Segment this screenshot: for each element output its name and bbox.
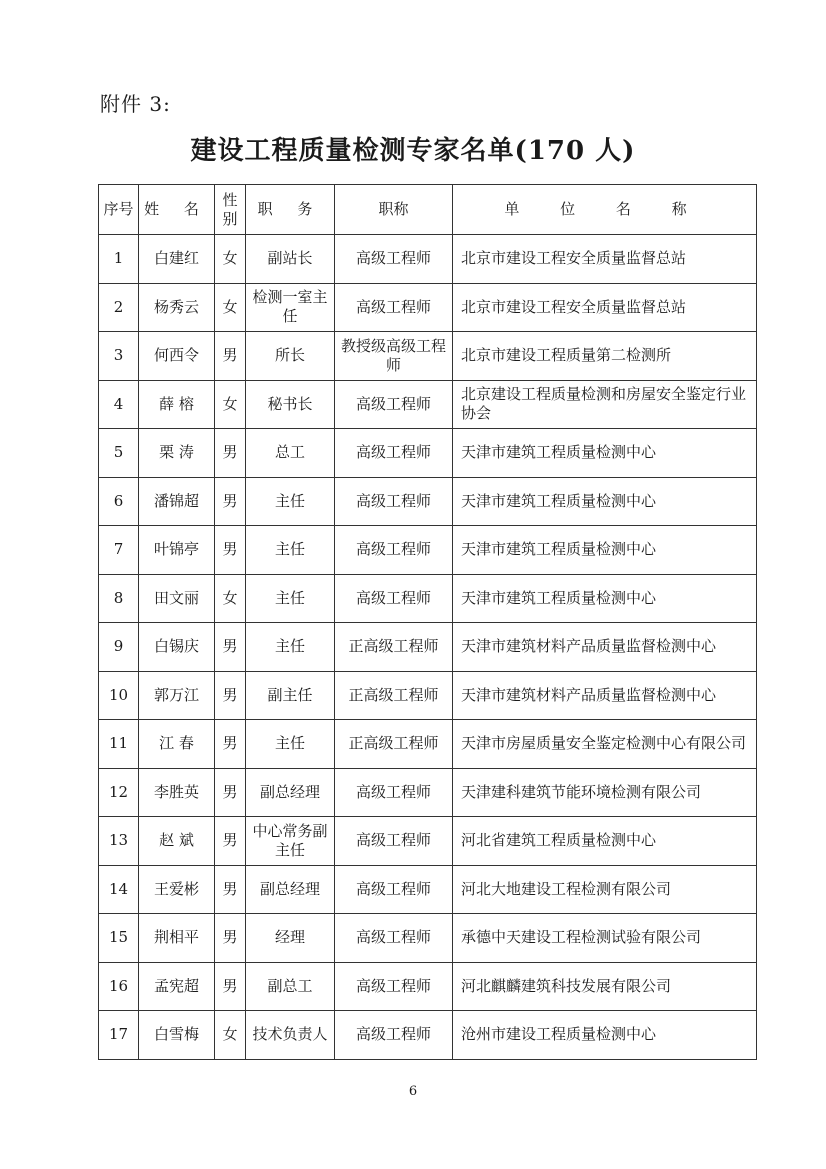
cell-title: 正高级工程师: [335, 623, 453, 672]
cell-no: 9: [99, 623, 139, 672]
header-no: 序号: [99, 185, 139, 235]
cell-title: 高级工程师: [335, 429, 453, 478]
cell-title: 高级工程师: [335, 283, 453, 332]
cell-no: 5: [99, 429, 139, 478]
table-row: [99, 623, 757, 672]
table-row: [99, 574, 757, 623]
cell-duty: 所长: [246, 332, 335, 381]
cell-name: 白雪梅: [139, 1011, 215, 1060]
cell-name: 田文丽: [139, 574, 215, 623]
cell-gender: 男: [215, 623, 246, 672]
table-row: [99, 235, 757, 284]
cell-duty: 检测一室主任: [246, 283, 335, 332]
cell-duty: 副总经理: [246, 768, 335, 817]
cell-unit: 天津市建筑材料产品质量监督检测中心: [453, 671, 757, 720]
cell-title: 高级工程师: [335, 526, 453, 575]
cell-gender: 男: [215, 671, 246, 720]
table-row: [99, 429, 757, 478]
cell-gender: 男: [215, 429, 246, 478]
table-row: [99, 526, 757, 575]
cell-duty: 总工: [246, 429, 335, 478]
cell-unit: 河北省建筑工程质量检测中心: [453, 817, 757, 866]
cell-title: 正高级工程师: [335, 671, 453, 720]
cell-duty: 技术负责人: [246, 1011, 335, 1060]
header-unit: 单 位 名 称: [453, 185, 757, 235]
document-title: 建设工程质量检测专家名单(170 人): [190, 136, 636, 166]
cell-unit: 沧州市建设工程质量检测中心: [453, 1011, 757, 1060]
cell-name: 杨秀云: [139, 283, 215, 332]
cell-title: 高级工程师: [335, 865, 453, 914]
cell-name: 叶锦亭: [139, 526, 215, 575]
cell-duty: 主任: [246, 477, 335, 526]
cell-gender: 男: [215, 720, 246, 769]
table-row: [99, 671, 757, 720]
cell-duty: 主任: [246, 720, 335, 769]
cell-name: 白建红: [139, 235, 215, 284]
cell-unit: 天津市房屋质量安全鉴定检测中心有限公司: [453, 720, 757, 769]
cell-name: 薛 榕: [139, 380, 215, 429]
cell-title: 高级工程师: [335, 817, 453, 866]
cell-name: 白锡庆: [139, 623, 215, 672]
cell-no: 2: [99, 283, 139, 332]
cell-gender: 男: [215, 477, 246, 526]
cell-gender: 男: [215, 914, 246, 963]
cell-no: 10: [99, 671, 139, 720]
cell-duty: 经理: [246, 914, 335, 963]
cell-duty: 中心常务副主任: [246, 817, 335, 866]
cell-name: 李胜英: [139, 768, 215, 817]
cell-name: 何西令: [139, 332, 215, 381]
cell-no: 14: [99, 865, 139, 914]
cell-title: 高级工程师: [335, 962, 453, 1011]
cell-title: 高级工程师: [335, 574, 453, 623]
cell-unit: 天津市建筑工程质量检测中心: [453, 477, 757, 526]
cell-gender: 男: [215, 962, 246, 1011]
cell-unit: 北京建设工程质量检测和房屋安全鉴定行业协会: [453, 380, 757, 429]
cell-unit: 天津建科建筑节能环境检测有限公司: [453, 768, 757, 817]
cell-title: 高级工程师: [335, 380, 453, 429]
cell-name: 赵 斌: [139, 817, 215, 866]
cell-gender: 男: [215, 526, 246, 575]
page-number: 6: [408, 1084, 418, 1099]
cell-unit: 承德中天建设工程检测试验有限公司: [453, 914, 757, 963]
cell-unit: 河北大地建设工程检测有限公司: [453, 865, 757, 914]
cell-gender: 男: [215, 817, 246, 866]
cell-duty: 副总经理: [246, 865, 335, 914]
cell-no: 16: [99, 962, 139, 1011]
cell-duty: 副总工: [246, 962, 335, 1011]
table-row: [99, 720, 757, 769]
cell-no: 6: [99, 477, 139, 526]
cell-duty: 副主任: [246, 671, 335, 720]
cell-name: 王爱彬: [139, 865, 215, 914]
cell-duty: 副站长: [246, 235, 335, 284]
cell-duty: 主任: [246, 526, 335, 575]
header-name: 姓 名: [139, 185, 215, 235]
cell-title: 高级工程师: [335, 914, 453, 963]
table-header-row: [99, 185, 757, 235]
cell-no: 17: [99, 1011, 139, 1060]
cell-gender: 男: [215, 768, 246, 817]
cell-no: 7: [99, 526, 139, 575]
cell-gender: 男: [215, 865, 246, 914]
expert-roster-table: [98, 184, 757, 1060]
table-body: [99, 235, 757, 1060]
cell-name: 荆相平: [139, 914, 215, 963]
table-row: [99, 283, 757, 332]
table-row: [99, 380, 757, 429]
cell-no: 11: [99, 720, 139, 769]
cell-unit: 天津市建筑工程质量检测中心: [453, 574, 757, 623]
cell-name: 郭万江: [139, 671, 215, 720]
cell-title: 正高级工程师: [335, 720, 453, 769]
cell-title: 高级工程师: [335, 1011, 453, 1060]
cell-unit: 北京市建设工程质量第二检测所: [453, 332, 757, 381]
cell-title: 教授级高级工程师: [335, 332, 453, 381]
cell-gender: 女: [215, 380, 246, 429]
table-row: [99, 768, 757, 817]
cell-duty: 主任: [246, 574, 335, 623]
cell-no: 1: [99, 235, 139, 284]
table-row: [99, 962, 757, 1011]
cell-no: 12: [99, 768, 139, 817]
cell-gender: 女: [215, 574, 246, 623]
cell-duty: 主任: [246, 623, 335, 672]
cell-no: 15: [99, 914, 139, 963]
table-row: [99, 332, 757, 381]
cell-title: 高级工程师: [335, 477, 453, 526]
table-row: [99, 914, 757, 963]
header-duty: 职 务: [246, 185, 335, 235]
cell-unit: 北京市建设工程安全质量监督总站: [453, 283, 757, 332]
cell-name: 孟宪超: [139, 962, 215, 1011]
cell-duty: 秘书长: [246, 380, 335, 429]
cell-name: 潘锦超: [139, 477, 215, 526]
cell-unit: 河北麒麟建筑科技发展有限公司: [453, 962, 757, 1011]
cell-title: 高级工程师: [335, 235, 453, 284]
cell-name: 栗 涛: [139, 429, 215, 478]
table-row: [99, 817, 757, 866]
cell-title: 高级工程师: [335, 768, 453, 817]
cell-gender: 女: [215, 1011, 246, 1060]
cell-gender: 女: [215, 235, 246, 284]
table-row: [99, 865, 757, 914]
cell-gender: 女: [215, 283, 246, 332]
cell-no: 3: [99, 332, 139, 381]
cell-unit: 天津市建筑工程质量检测中心: [453, 526, 757, 575]
cell-no: 8: [99, 574, 139, 623]
cell-unit: 北京市建设工程安全质量监督总站: [453, 235, 757, 284]
cell-no: 13: [99, 817, 139, 866]
header-gender: 性别: [215, 185, 246, 235]
cell-unit: 天津市建筑材料产品质量监督检测中心: [453, 623, 757, 672]
table-row: [99, 477, 757, 526]
table-row: [99, 1011, 757, 1060]
attachment-label: 附件 3:: [100, 92, 171, 116]
cell-name: 江 春: [139, 720, 215, 769]
cell-unit: 天津市建筑工程质量检测中心: [453, 429, 757, 478]
cell-gender: 男: [215, 332, 246, 381]
cell-no: 4: [99, 380, 139, 429]
header-title: 职称: [335, 185, 453, 235]
